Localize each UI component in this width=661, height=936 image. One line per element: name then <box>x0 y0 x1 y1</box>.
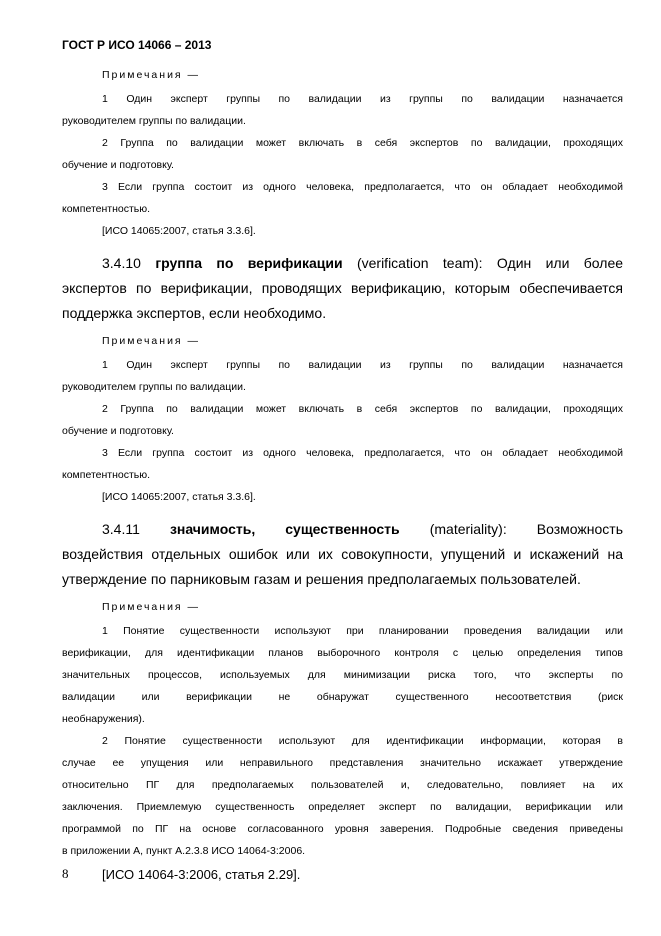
term-number: 3.4.10 <box>102 255 141 271</box>
term-name: группа по верификации <box>155 255 343 271</box>
note-line: компетентностью. <box>62 469 151 481</box>
note-line: руководителем группы по валидации. <box>62 115 246 127</box>
term-definition-line <box>62 251 623 276</box>
note-line: 2 Группа по валидации может включать в себя экспертов по валидации, проходящих <box>102 403 623 415</box>
notes-heading: Примечания — <box>102 335 201 347</box>
note-line: 2 Понятие существенности используют для идентификации информации, которая в <box>102 735 623 747</box>
note-line: компетентностью. <box>62 203 151 215</box>
note-line: 2 Группа по валидации может включать в себя экспертов по валидации, проходящих <box>102 137 623 149</box>
note-line: необнаружения). <box>62 713 145 725</box>
note-line: обучение и подготовку. <box>62 159 174 171</box>
term-definition-line: поддержка экспертов, если необходимо. <box>62 305 327 321</box>
notes-heading: Примечания — <box>102 69 201 81</box>
note-line: 3 Если группа состоит из одного человека, предполагается, что он обладает необходимой <box>102 181 623 193</box>
note-line: 1 Один эксперт группы по валидации из группы по валидации назначается <box>102 359 623 371</box>
term-rest: (verification team): Один или более <box>356 255 624 271</box>
term-definition-line: утверждение по парниковым газам и решения предполагаемых пользователей. <box>62 571 581 587</box>
term-rest: (materiality): Возможность <box>429 521 623 537</box>
note-line: 3 Если группа состоит из одного человека, предполагается, что он обладает необходимой <box>102 447 623 459</box>
note-line: руководителем группы по валидации. <box>62 381 246 393</box>
note-line: случае ее упущения или неправильного представления значительно искажает утверждение <box>62 757 623 769</box>
reference: [ИСО 14064-3:2006, статья 2.29]. <box>102 867 301 882</box>
note-line: значительных процессов, используемых для минимизации риска того, что эксперты по <box>62 669 623 681</box>
note-line: заключения. Приемлемую существенность определяет эксперт по валидации, верификации или <box>62 801 623 813</box>
notes-heading: Примечания — <box>102 601 201 613</box>
page-content <box>62 68 623 886</box>
term-definition-line: экспертов по верификации, проводящих верификацию, которым обеспечивается <box>62 280 623 296</box>
term-number: 3.4.11 <box>102 521 140 537</box>
note-line: 1 Понятие существенности используют при планировании проведения валидации или <box>102 625 623 637</box>
term-definition-line <box>62 517 623 542</box>
note-line: валидации или верификации не обнаружат существенного несоответствия (риск <box>62 691 623 703</box>
note-line: программой по ПГ на основе согласованного уровня заверения. Подробные сведения приведены <box>62 823 623 835</box>
note-line: обучение и подготовку. <box>62 425 174 437</box>
document-header: ГОСТ Р ИСО 14066 – 2013 <box>62 38 212 52</box>
note-line: верификации, для идентификации планов выборочного контроля с целью определения типов <box>62 647 623 659</box>
reference: [ИСО 14065:2007, статья 3.3.6]. <box>102 225 256 237</box>
note-line: 1 Один эксперт группы по валидации из группы по валидации назначается <box>102 93 623 105</box>
note-line: в приложении А, пункт А.2.3.8 ИСО 14064-3:2006. <box>62 845 306 857</box>
term-definition-line: воздействия отдельных ошибок или их совокупности, упущений и искажений на <box>62 546 623 562</box>
note-line: относительно ПГ для предполагаемых пользователей и, следовательно, повлияет на их <box>62 779 623 791</box>
term-name: значимость, существенность <box>169 521 400 537</box>
reference: [ИСО 14065:2007, статья 3.3.6]. <box>102 491 256 503</box>
page-number: 8 <box>62 866 69 881</box>
